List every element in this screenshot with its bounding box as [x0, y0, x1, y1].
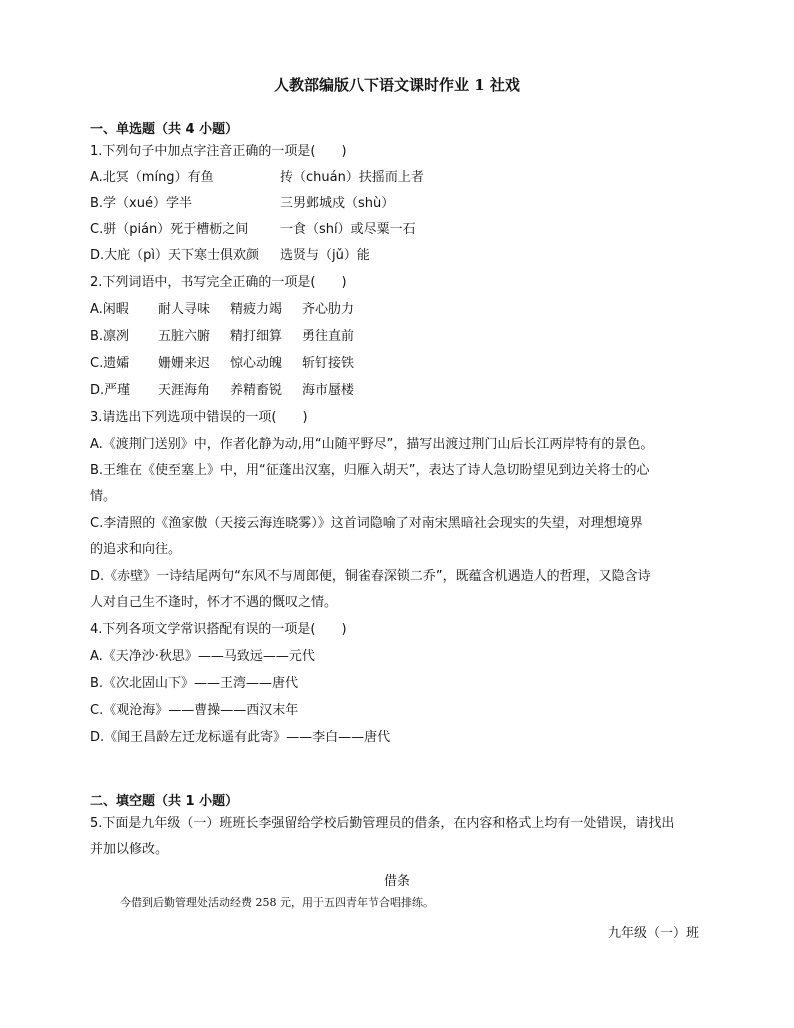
option-c-word-3: 惊心动魄: [230, 356, 283, 371]
question-2-option-d: [90, 382, 372, 400]
question-2-stem: 2.下列词语中，书写完全正确的一项是( ): [90, 275, 347, 290]
question-3-option-b-line-1: B.王维在《使至塞上》中，用“征蓬出汉塞，归雁入胡天”，表达了诗人急切盼望见到边关将士的心: [90, 463, 650, 478]
option-b-word-3: 精打细算: [230, 329, 283, 344]
section-heading-single-choice: 一、单选题（共 4 小题）: [90, 122, 239, 137]
question-3-option-d-line-2: 人对自己生不逢时，怀才不遇的慨叹之情。: [90, 595, 338, 610]
option-c-word-1: C.遗孀: [90, 356, 130, 371]
page-title: 人教部编版八下语文课时作业 1 社戏: [274, 76, 520, 94]
iou-note-title: 借条: [384, 874, 411, 889]
question-3-option-a: A.《渡荆门送别》中，作者化静为动,用“山随平野尽”，描写出渡过荆门山后长江两岸特有的景色。: [90, 437, 654, 452]
question-4-option-d: D.《闻王昌龄左迁龙标遥有此寄》——李白——唐代: [90, 730, 391, 745]
question-2-option-c: [90, 355, 372, 373]
iou-note-signature: 九年级（一）班: [608, 926, 700, 941]
question-2-option-a: [90, 301, 372, 319]
option-a-word-1: A.闲暇: [90, 302, 129, 317]
question-4-option-b: B.《次北固山下》——王湾——唐代: [90, 676, 299, 691]
question-3-option-c-line-2: 的追求和向往。: [90, 542, 182, 557]
option-d-left: D.大庇（pì）天下寒士俱欢颜: [90, 248, 260, 263]
question-1-stem: 1.下列句子中加点字注音正确的一项是( ): [90, 144, 347, 159]
question-1-option-c: [90, 221, 416, 239]
option-c-word-4: 斩钉接铁: [302, 356, 355, 371]
question-5-stem-line-1: 5.下面是九年级（一）班班长李强留给学校后勤管理员的借条，在内容和格式上均有一处错误，请找出: [90, 816, 675, 831]
option-c-word-2: 姗姗来迟: [158, 356, 211, 371]
question-1-option-b: [90, 195, 394, 213]
question-2-option-b: [90, 328, 372, 346]
question-3-option-b-line-2: 情。: [90, 489, 117, 504]
option-d-word-2: 天涯海角: [158, 383, 211, 398]
question-3-stem: 3.请选出下列选项中错误的一项( ): [90, 410, 308, 425]
option-a-word-3: 精疲力竭: [230, 302, 283, 317]
question-5-stem-line-2: 并加以修改。: [90, 842, 169, 857]
option-a-left: A.北冥（míng）有鱼: [90, 170, 214, 185]
question-3-option-d-line-1: D.《赤壁》一诗结尾两句“东风不与周郎便，铜雀春深锁二乔”，既蕴含机遇造人的哲理，又隐含诗: [90, 569, 651, 584]
option-a-right: 抟（chuán）扶摇而上者: [280, 170, 424, 185]
question-4-stem: 4.下列各项文学常识搭配有误的一项是( ): [90, 622, 347, 637]
option-b-word-1: B.凛冽: [90, 329, 130, 344]
option-d-word-4: 海市蜃楼: [302, 383, 355, 398]
option-a-word-4: 齐心肋力: [302, 302, 355, 317]
option-b-word-4: 勇往直前: [302, 329, 355, 344]
section-heading-fill-blank: 二、填空题（共 1 小题）: [90, 794, 239, 809]
question-1-option-d: [90, 247, 370, 265]
option-b-left: B.学（xué）学半: [90, 196, 192, 211]
question-1-option-a: [90, 169, 424, 187]
option-b-right: 三男邺城戍（shù）: [280, 196, 395, 211]
option-b-word-2: 五脏六腑: [158, 329, 211, 344]
option-d-word-3: 养精畜锐: [230, 383, 283, 398]
option-c-left: C.骈（pián）死于槽枥之间: [90, 222, 249, 237]
iou-note-body: 今借到后勤管理处活动经费 258 元，用于五四青年节合唱排练。: [120, 896, 434, 909]
option-d-right: 选贤与（jǔ）能: [280, 248, 370, 263]
question-4-option-c: C.《观沧海》——曹操——西汉末年: [90, 703, 299, 718]
question-4-option-a: A.《天净沙·秋思》——马致远——元代: [90, 649, 315, 664]
option-d-word-1: D.严瑾: [90, 383, 131, 398]
option-c-right: 一食（shí）或尽粟一石: [280, 222, 416, 237]
question-3-option-c-line-1: C.李清照的《渔家傲（天接云海连晓雾）》这首词隐喻了对南宋黑暗社会现实的失望，对理想境界: [90, 516, 643, 531]
option-a-word-2: 耐人寻味: [158, 302, 211, 317]
